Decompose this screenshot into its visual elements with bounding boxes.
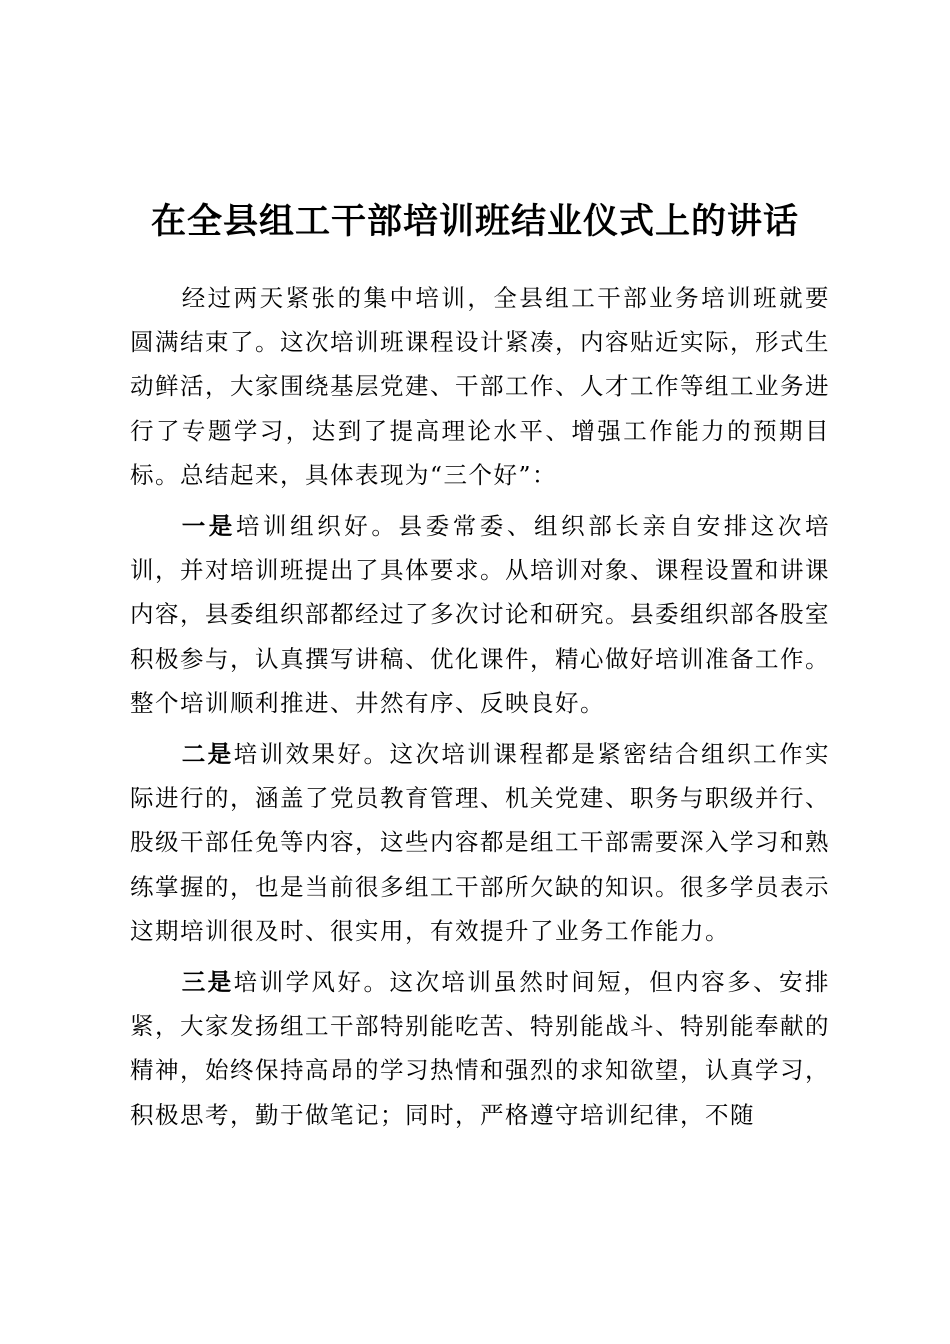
document-body [130, 276, 830, 1144]
paragraph-lead: 一是 [181, 512, 236, 541]
paragraph-point-two [130, 732, 830, 953]
paragraph-text: 经过两天紧张的集中培训，全县组工干部业务培训班就要圆满结束了。这次培训班课程设计紧凑，内容贴近实际，形式生动鲜活，大家围绕基层党建、干部工作、人才工作等组工业务进行了专题学习，达到了提高理论水平、增强工作能力的预期目标。总结起来，具体表现为“三个好”： [130, 284, 830, 489]
paragraph-point-one [130, 504, 830, 725]
document-title: 在全县组工干部培训班结业仪式上的讲话 [150, 202, 799, 242]
paragraph-text: 培训组织好。县委常委、组织部长亲自安排这次培训，并对培训班提出了具体要求。从培训对象、课程设置和讲课内容，县委组织部都经过了多次讨论和研究。县委组织部各股室积极参与，认真撰写讲稿、优化课件，精心做好培训准备工作。整个培训顺利推进、井然有序、反映良好。 [130, 512, 831, 717]
paragraph-lead: 三是 [181, 968, 234, 997]
paragraph-point-three [130, 960, 830, 1137]
paragraph-text: 培训效果好。这次培训课程都是紧密结合组织工作实际进行的，涵盖了党员教育管理、机关党建、职务与职级并行、股级干部任免等内容，这些内容都是组工干部需要深入学习和熟练掌握的，也是当前很多组工干部所欠缺的知识。很多学员表示这期培训很及时、很实用，有效提升了业务工作能力。 [130, 740, 831, 945]
paragraph-text: 培训学风好。这次培训虽然时间短，但内容多、安排紧，大家发扬组工干部特别能吃苦、特别能战斗、特别能奉献的精神，始终保持高昂的学习热情和强烈的求知欲望，认真学习，积极思考，勤于做笔记；同时，严格遵守培训纪律，不随 [130, 968, 831, 1129]
paragraph-intro [130, 276, 830, 497]
paragraph-lead: 二是 [181, 740, 234, 769]
